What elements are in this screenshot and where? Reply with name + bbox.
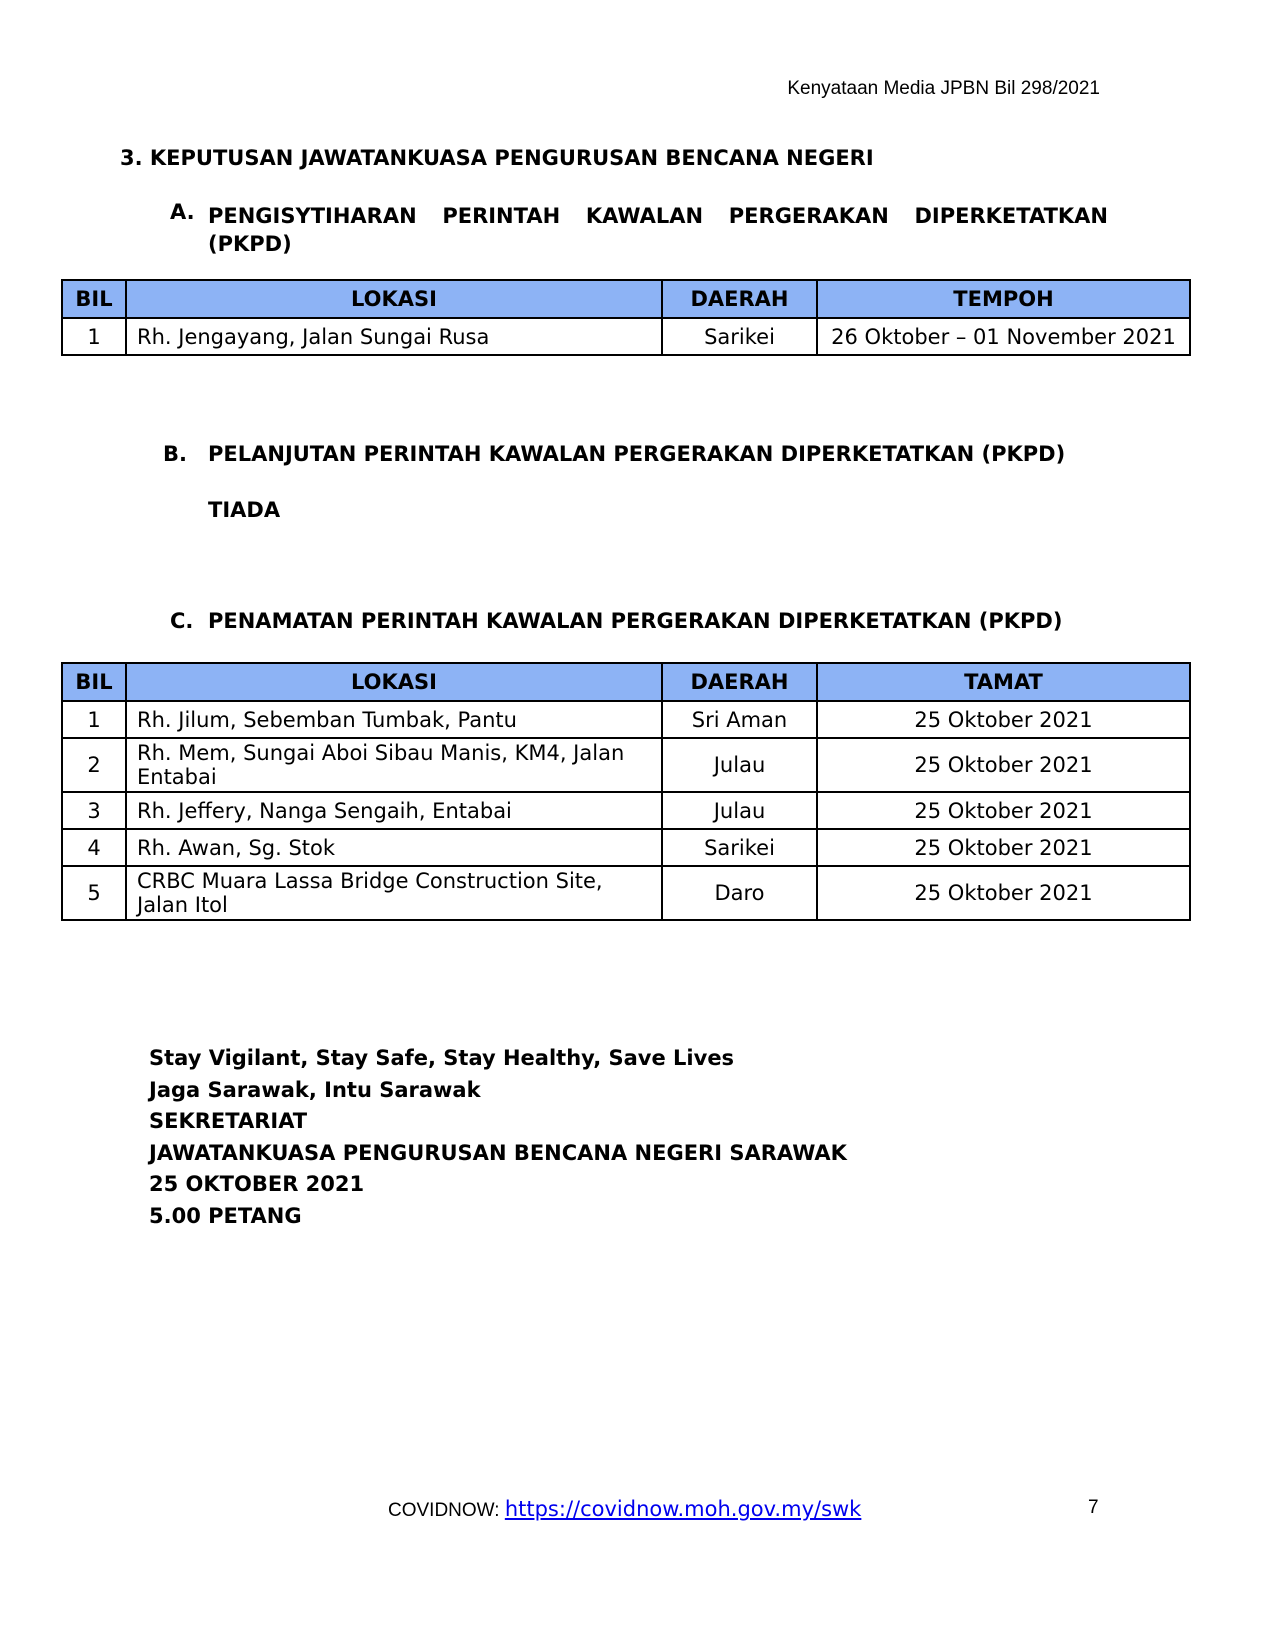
cell-daerah: Sri Aman [662,701,817,738]
table-row [62,318,1190,355]
subsection-b-title: PELANJUTAN PERINTAH KAWALAN PERGERAKAN DIPERKETATKAN (PKPD) [208,442,1066,466]
cell-lokasi: Rh. Jeffery, Nanga Sengaih, Entabai [126,792,662,829]
cell-lokasi: Rh. Awan, Sg. Stok [126,829,662,866]
section-title: 3. KEPUTUSAN JAWATANKUASA PENGURUSAN BENCANA NEGERI [120,146,874,170]
subsection-b-letter: B. [163,442,187,466]
cell-tamat: 25 Oktober 2021 [817,829,1190,866]
subsection-a-title-cont: (PKPD) [208,232,292,256]
column-header-lokasi: LOKASI [126,663,662,701]
subsection-c-title: PENAMATAN PERINTAH KAWALAN PERGERAKAN DIPERKETATKAN (PKPD) [208,609,1063,633]
column-header-daerah: DAERAH [662,663,817,701]
cell-bil: 1 [62,701,126,738]
footer-label: COVIDNOW: [388,1500,505,1521]
covidnow-link[interactable]: https://covidnow.moh.gov.my/swk [504,1497,862,1521]
cell-daerah: Sarikei [662,318,817,355]
table-row [62,701,1190,738]
page-number: 7 [1088,1497,1099,1518]
column-header-tempoh: TEMPOH [817,280,1190,318]
closing-block [149,1043,847,1232]
table-header-row [62,663,1190,701]
cell-bil: 2 [62,738,126,792]
column-header-daerah: DAERAH [662,280,817,318]
closing-slogan: Stay Vigilant, Stay Safe, Stay Healthy, Save Lives [149,1046,735,1070]
closing-motto: Jaga Sarawak, Intu Sarawak [149,1077,481,1102]
subsection-c-letter: C. [170,609,194,633]
cell-lokasi: Rh. Jengayang, Jalan Sungai Rusa [126,318,662,355]
table-row [62,866,1190,920]
cell-tempoh: 26 Oktober – 01 November 2021 [817,318,1190,355]
closing-secretariat: SEKRETARIAT [149,1109,308,1133]
closing-committee: JAWATANKUASA PENGURUSAN BENCANA NEGERI SARAWAK [149,1140,847,1165]
table-row [62,738,1190,792]
closing-time: 5.00 PETANG [149,1203,302,1228]
cell-lokasi: CRBC Muara Lassa Bridge Construction Site, Jalan Itol [126,866,662,920]
table-header-row [62,280,1190,318]
column-header-bil: BIL [62,663,126,701]
subsection-b-value: TIADA [208,498,281,522]
cell-tamat: 25 Oktober 2021 [817,866,1190,920]
cell-bil: 3 [62,792,126,829]
cell-daerah: Julau [662,792,817,829]
cell-tamat: 25 Oktober 2021 [817,792,1190,829]
table-row [62,792,1190,829]
cell-lokasi: Rh. Jilum, Sebemban Tumbak, Pantu [126,701,662,738]
footer [388,1497,861,1522]
cell-daerah: Sarikei [662,829,817,866]
cell-daerah: Julau [662,738,817,792]
cell-lokasi: Rh. Mem, Sungai Aboi Sibau Manis, KM4, Jalan Entabai [126,738,662,792]
pkpd-declaration-table [61,279,1191,356]
header-reference: Kenyataan Media JPBN Bil 298/2021 [787,78,1100,99]
pkpd-termination-table [61,662,1191,921]
cell-bil: 4 [62,829,126,866]
cell-bil: 1 [62,318,126,355]
subsection-a-letter: A. [170,200,195,224]
cell-daerah: Daro [662,866,817,920]
cell-tamat: 25 Oktober 2021 [817,738,1190,792]
subsection-a-title: PENGISYTIHARAN PERINTAH KAWALAN PERGERAKAN DIPERKETATKAN [208,204,1108,228]
column-header-tamat: TAMAT [817,663,1190,701]
cell-bil: 5 [62,866,126,920]
cell-tamat: 25 Oktober 2021 [817,701,1190,738]
column-header-lokasi: LOKASI [126,280,662,318]
column-header-bil: BIL [62,280,126,318]
table-row [62,829,1190,866]
closing-date: 25 OKTOBER 2021 [149,1172,365,1196]
